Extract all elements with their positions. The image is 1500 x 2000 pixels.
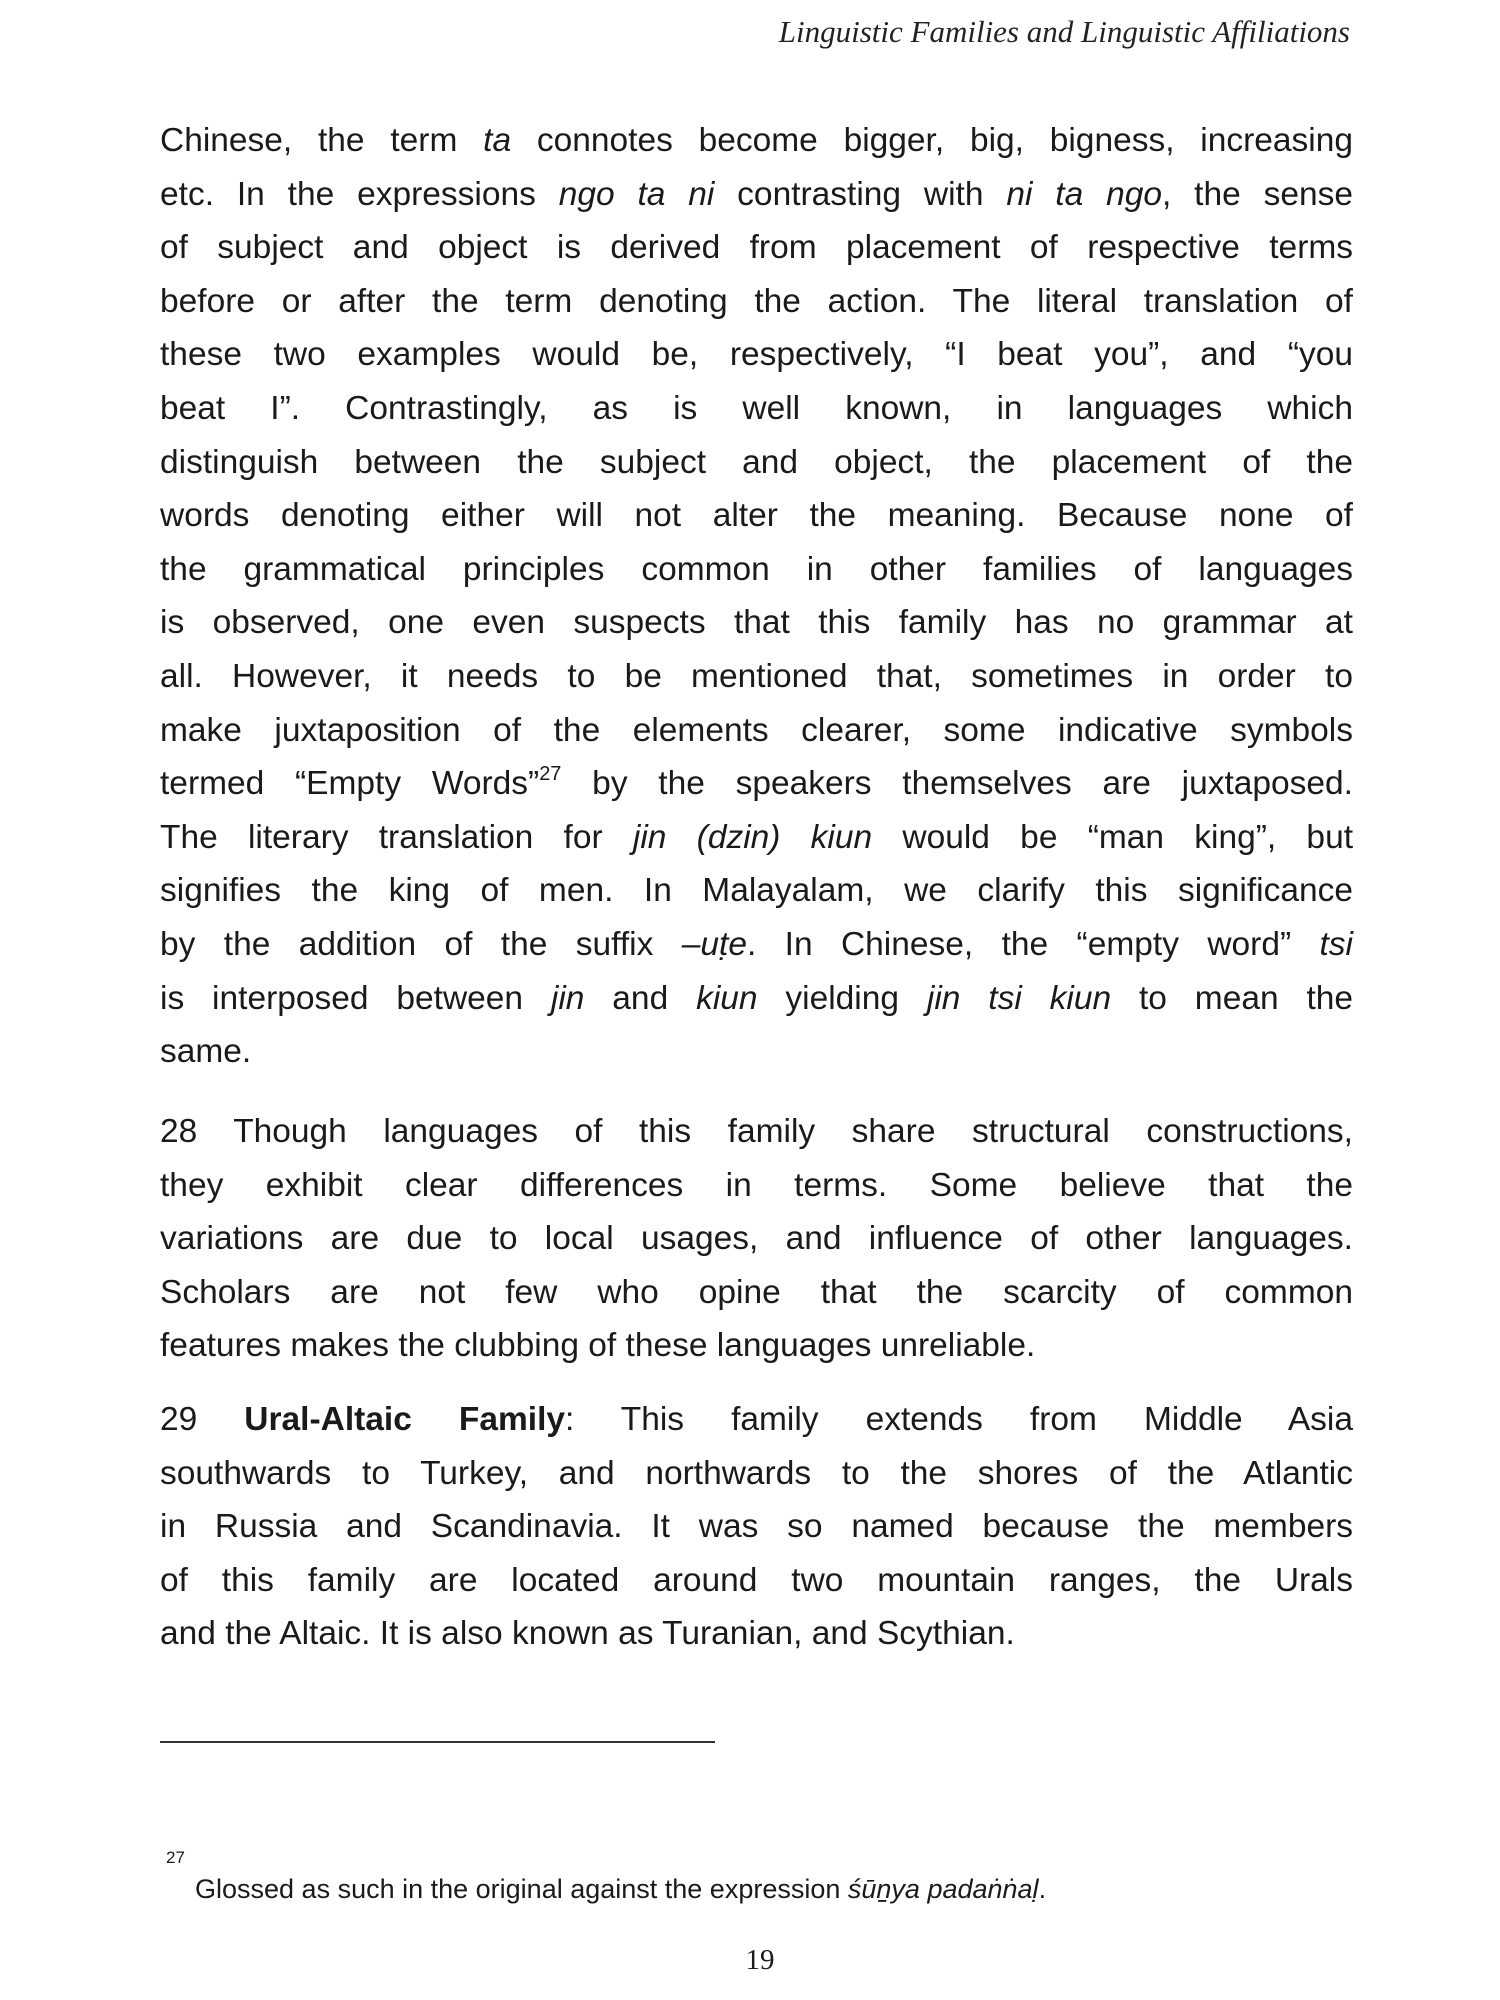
text-run: termed “Empty Words” xyxy=(160,765,540,803)
running-head: Linguistic Families and Linguistic Affiliations xyxy=(778,14,1350,49)
text-run: . In Chinese, the “empty word” xyxy=(746,925,1320,963)
text-run: etc. In the expressions xyxy=(160,175,559,213)
text-run: southwards to Turkey, and northwards to the shores of the Atlantic xyxy=(160,1454,1353,1492)
text-run: yielding xyxy=(757,979,927,1017)
text-run: same. xyxy=(160,1033,252,1071)
text-line xyxy=(160,1393,1353,1447)
text-run: 29 xyxy=(160,1401,245,1438)
text-line xyxy=(160,436,1353,490)
text-line xyxy=(160,972,1353,1026)
text-run: the grammatical principles common in other families of languages xyxy=(160,550,1353,588)
text-line xyxy=(160,596,1353,650)
text-line xyxy=(160,382,1353,436)
footnote-end: . xyxy=(1038,1874,1047,1904)
text-line xyxy=(160,221,1353,275)
text-run: Scholars are not few who opine that the scarcity of common xyxy=(160,1273,1353,1311)
text-run: and xyxy=(584,979,697,1017)
paragraph-chinese-family xyxy=(160,114,1353,1079)
text-line xyxy=(160,1266,1353,1320)
footnote-mark: 27 xyxy=(166,1848,185,1867)
text-line xyxy=(160,114,1353,168)
text-run: of this family are located around two mountain ranges, the Urals xyxy=(160,1561,1353,1599)
text-line xyxy=(160,1319,1353,1373)
text-line xyxy=(160,1607,1353,1661)
text-run: contrasting with xyxy=(714,175,1007,213)
bold-heading: Ural-Altaic Family xyxy=(244,1401,566,1438)
text-line xyxy=(160,1025,1353,1079)
text-run: is interposed between xyxy=(160,979,551,1017)
text-line xyxy=(160,1212,1353,1266)
text-run: all. However, it needs to be mentioned that, sometimes in order to xyxy=(160,657,1353,695)
paragraph-29-ural-altaic xyxy=(160,1393,1353,1661)
text-run: before or after the term denoting the action. The literal translation of xyxy=(160,282,1353,320)
text-run: by the speakers themselves are juxtaposed. xyxy=(561,765,1353,803)
text-line xyxy=(160,1105,1353,1159)
text-run: is observed, one even suspects that this family has no grammar at xyxy=(160,604,1353,642)
italic-term: ni ta ngo xyxy=(1006,175,1162,213)
footnote-text xyxy=(195,1874,1046,1905)
page-number: 19 xyxy=(745,1944,775,1976)
text-line xyxy=(160,1500,1353,1554)
text-run: to mean the xyxy=(1111,979,1354,1017)
italic-term: ngo ta ni xyxy=(558,175,715,213)
text-line xyxy=(160,650,1353,704)
footnote-rule xyxy=(160,1741,715,1743)
text-run: these two examples would be, respectively, “I beat you”, and “you xyxy=(160,336,1353,374)
text-run: make juxtaposition of the elements clearer, some indicative symbols xyxy=(160,711,1353,749)
text-run: distinguish between the subject and object, the placement of the xyxy=(160,443,1353,481)
text-run: variations are due to local usages, and influence of other languages. xyxy=(160,1220,1353,1258)
text-run: in Russia and Scandinavia. It was so named because the members xyxy=(160,1508,1353,1546)
italic-term: –uṭe xyxy=(681,925,747,963)
text-line xyxy=(160,918,1353,972)
footnote-body: Glossed as such in the original against the expression xyxy=(195,1874,848,1904)
text-line xyxy=(160,275,1353,329)
text-run: connotes become bigger, big, bigness, increasing xyxy=(511,122,1353,159)
text-run: features makes the clubbing of these languages unreliable. xyxy=(160,1327,1036,1365)
italic-term: jin xyxy=(550,979,585,1017)
text-line xyxy=(160,328,1353,382)
italic-term: ta xyxy=(483,122,512,159)
text-line xyxy=(160,1159,1353,1213)
text-line xyxy=(160,1554,1353,1608)
paragraph-28 xyxy=(160,1105,1353,1373)
text-run: by the addition of the suffix xyxy=(160,925,682,963)
text-line xyxy=(160,489,1353,543)
text-line xyxy=(160,1447,1353,1501)
footnote-reference: 27 xyxy=(539,763,562,786)
text-run: of subject and object is derived from placement of respective terms xyxy=(160,229,1353,267)
text-line xyxy=(160,811,1353,865)
italic-term: tsi xyxy=(1319,925,1353,963)
text-run: The literary translation for xyxy=(160,818,633,856)
italic-term: kiun xyxy=(696,979,758,1017)
text-line xyxy=(160,757,1353,811)
text-line xyxy=(160,168,1353,222)
italic-term: jin tsi kiun xyxy=(926,979,1112,1017)
text-run: , the sense xyxy=(1161,175,1353,213)
text-line xyxy=(160,864,1353,918)
text-run: signifies the king of men. In Malayalam, we clarify this significance xyxy=(160,872,1353,910)
footnote-term: śūṉya padaṅṅaḷ xyxy=(847,1874,1039,1904)
text-line xyxy=(160,704,1353,758)
text-run: would be “man king”, but xyxy=(872,818,1354,856)
text-run: 28 Though languages of this family share structural constructions, xyxy=(160,1113,1353,1150)
text-run: they exhibit clear differences in terms. Some believe that the xyxy=(160,1166,1353,1204)
text-line xyxy=(160,543,1353,597)
text-run: beat I”. Contrastingly, as is well known, in languages which xyxy=(160,389,1353,427)
text-run: words denoting either will not alter the meaning. Because none of xyxy=(160,497,1353,535)
text-run: Chinese, the term xyxy=(160,122,484,159)
italic-term: jin (dzin) kiun xyxy=(632,818,873,856)
text-run: and the Altaic. It is also known as Turanian, and Scythian. xyxy=(160,1615,1015,1653)
text-run: : This family extends from Middle Asia xyxy=(565,1401,1353,1438)
